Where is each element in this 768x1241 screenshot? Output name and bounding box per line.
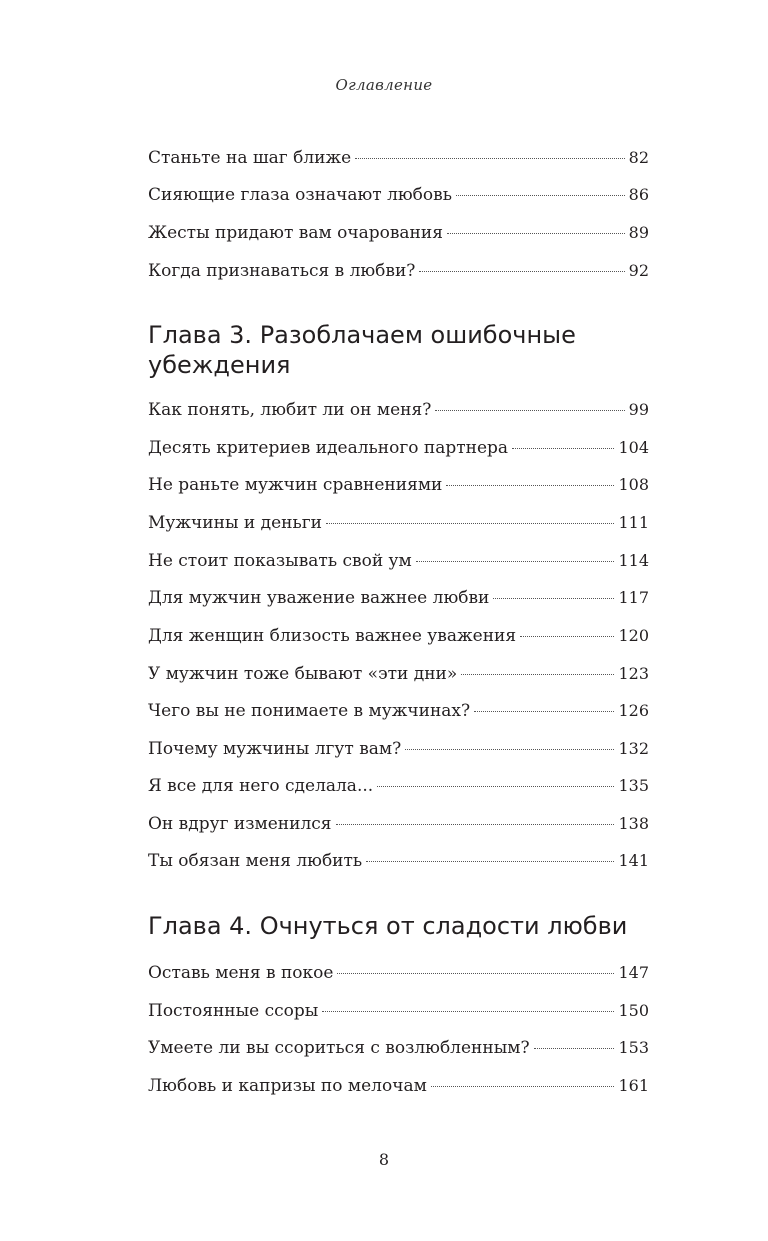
toc-entry-title: Не раньте мужчин сравнениями <box>148 475 443 495</box>
leader-dots <box>355 158 624 159</box>
toc-entry[interactable] <box>148 736 649 762</box>
toc-entry-title: Сияющие глаза означают любовь <box>148 185 452 205</box>
toc-entry[interactable] <box>148 661 649 687</box>
chapter-heading-line: убеждения <box>148 351 291 379</box>
toc-entry-title: Для женщин близость важнее уважения <box>148 626 517 646</box>
leader-dots <box>520 636 614 637</box>
toc-entry-page: 82 <box>628 148 649 167</box>
toc-entry[interactable] <box>148 623 649 649</box>
toc-entry-title: У мужчин тоже бывают «эти дни» <box>148 664 458 684</box>
toc-entry-page: 89 <box>628 223 649 242</box>
leader-dots <box>461 674 614 675</box>
toc-entry-title: Станьте на шаг ближе <box>148 148 352 168</box>
toc-entry-title: Десять критериев идеального партнера <box>148 438 509 458</box>
toc-entry-page: 141 <box>618 851 649 870</box>
chapter-heading-line: Глава 3. Разоблачаем ошибочные <box>148 321 576 349</box>
toc-entry-title: Оставь меня в покое <box>148 963 334 983</box>
toc-entry[interactable] <box>148 220 649 246</box>
toc-entry-page: 120 <box>618 626 649 645</box>
toc-entry[interactable] <box>148 258 649 284</box>
leader-dots <box>431 1086 615 1087</box>
leader-dots <box>435 410 624 411</box>
toc-entry-title: Как понять, любит ли он меня? <box>148 400 432 420</box>
leader-dots <box>405 749 614 750</box>
toc-entry[interactable] <box>148 998 649 1024</box>
leader-dots <box>419 271 624 272</box>
leader-dots <box>493 598 614 599</box>
toc-entry-page: 117 <box>618 588 649 607</box>
toc-entry-page: 86 <box>628 185 649 204</box>
toc-entry-title: Жесты придают вам очарования <box>148 223 443 243</box>
toc-entry-page: 111 <box>618 513 649 532</box>
running-head: Оглавление <box>335 76 433 94</box>
toc-entry-title: Когда признаваться в любви? <box>148 261 416 281</box>
toc-entry[interactable] <box>148 848 649 874</box>
toc-entry[interactable] <box>148 435 649 461</box>
leader-dots <box>456 195 625 196</box>
toc-entry-page: 114 <box>618 551 649 570</box>
toc-entry[interactable] <box>148 1073 649 1099</box>
toc-entry-page: 132 <box>618 739 649 758</box>
leader-dots <box>416 561 615 562</box>
toc-entry[interactable] <box>148 472 649 498</box>
leader-dots <box>337 973 614 974</box>
toc-entry-page: 123 <box>618 664 649 683</box>
leader-dots <box>447 233 625 234</box>
toc-entry[interactable] <box>148 397 649 423</box>
toc-entry-page: 99 <box>628 400 649 419</box>
page-number: 8 <box>378 1150 390 1169</box>
toc-entry-title: Умеете ли вы ссориться с возлюбленным? <box>148 1038 530 1058</box>
leader-dots <box>474 711 614 712</box>
toc-entry[interactable] <box>148 145 649 171</box>
toc-entry-page: 108 <box>618 475 649 494</box>
toc-entry[interactable] <box>148 510 649 536</box>
toc-entry-page: 147 <box>618 963 649 982</box>
toc-entry[interactable] <box>148 811 649 837</box>
toc-entry-title: Мужчины и деньги <box>148 513 322 533</box>
toc-entry[interactable] <box>148 1035 649 1061</box>
leader-dots <box>326 523 614 524</box>
toc-entry-title: Ты обязан меня любить <box>148 851 363 871</box>
toc-entry-title: Для мужчин уважение важнее любви <box>148 588 490 608</box>
toc-entry-page: 92 <box>628 261 649 280</box>
leader-dots <box>322 1011 614 1012</box>
toc-entry-title: Я все для него сделала... <box>148 776 374 796</box>
toc-entry-title: Не стоит показывать свой ум <box>148 551 412 571</box>
toc-entry[interactable] <box>148 960 649 986</box>
leader-dots <box>446 485 614 486</box>
toc-entry-page: 104 <box>618 438 649 457</box>
toc-entry[interactable] <box>148 548 649 574</box>
toc-entry-page: 153 <box>618 1038 649 1057</box>
toc-entry-title: Он вдруг изменился <box>148 814 332 834</box>
leader-dots <box>512 448 614 449</box>
leader-dots <box>366 861 614 862</box>
chapter-heading-4[interactable] <box>148 911 649 941</box>
chapter-heading-3[interactable] <box>148 320 649 380</box>
toc-entry-page: 135 <box>618 776 649 795</box>
leader-dots <box>377 786 614 787</box>
leader-dots <box>336 824 615 825</box>
chapter-heading-line: Глава 4. Очнуться от сладости любви <box>148 912 628 940</box>
toc-entry-title: Постоянные ссоры <box>148 1001 319 1021</box>
toc-entry-page: 150 <box>618 1001 649 1020</box>
toc-entry[interactable] <box>148 698 649 724</box>
toc-entry-page: 126 <box>618 701 649 720</box>
toc-entry-page: 138 <box>618 814 649 833</box>
toc-entry[interactable] <box>148 182 649 208</box>
toc-entry-title: Чего вы не понимаете в мужчинах? <box>148 701 471 721</box>
toc-entry[interactable] <box>148 585 649 611</box>
toc-entry[interactable] <box>148 773 649 799</box>
toc-entry-title: Почему мужчины лгут вам? <box>148 739 402 759</box>
toc-entry-page: 161 <box>618 1076 649 1095</box>
leader-dots <box>534 1048 615 1049</box>
toc-entry-title: Любовь и капризы по мелочам <box>148 1076 427 1096</box>
